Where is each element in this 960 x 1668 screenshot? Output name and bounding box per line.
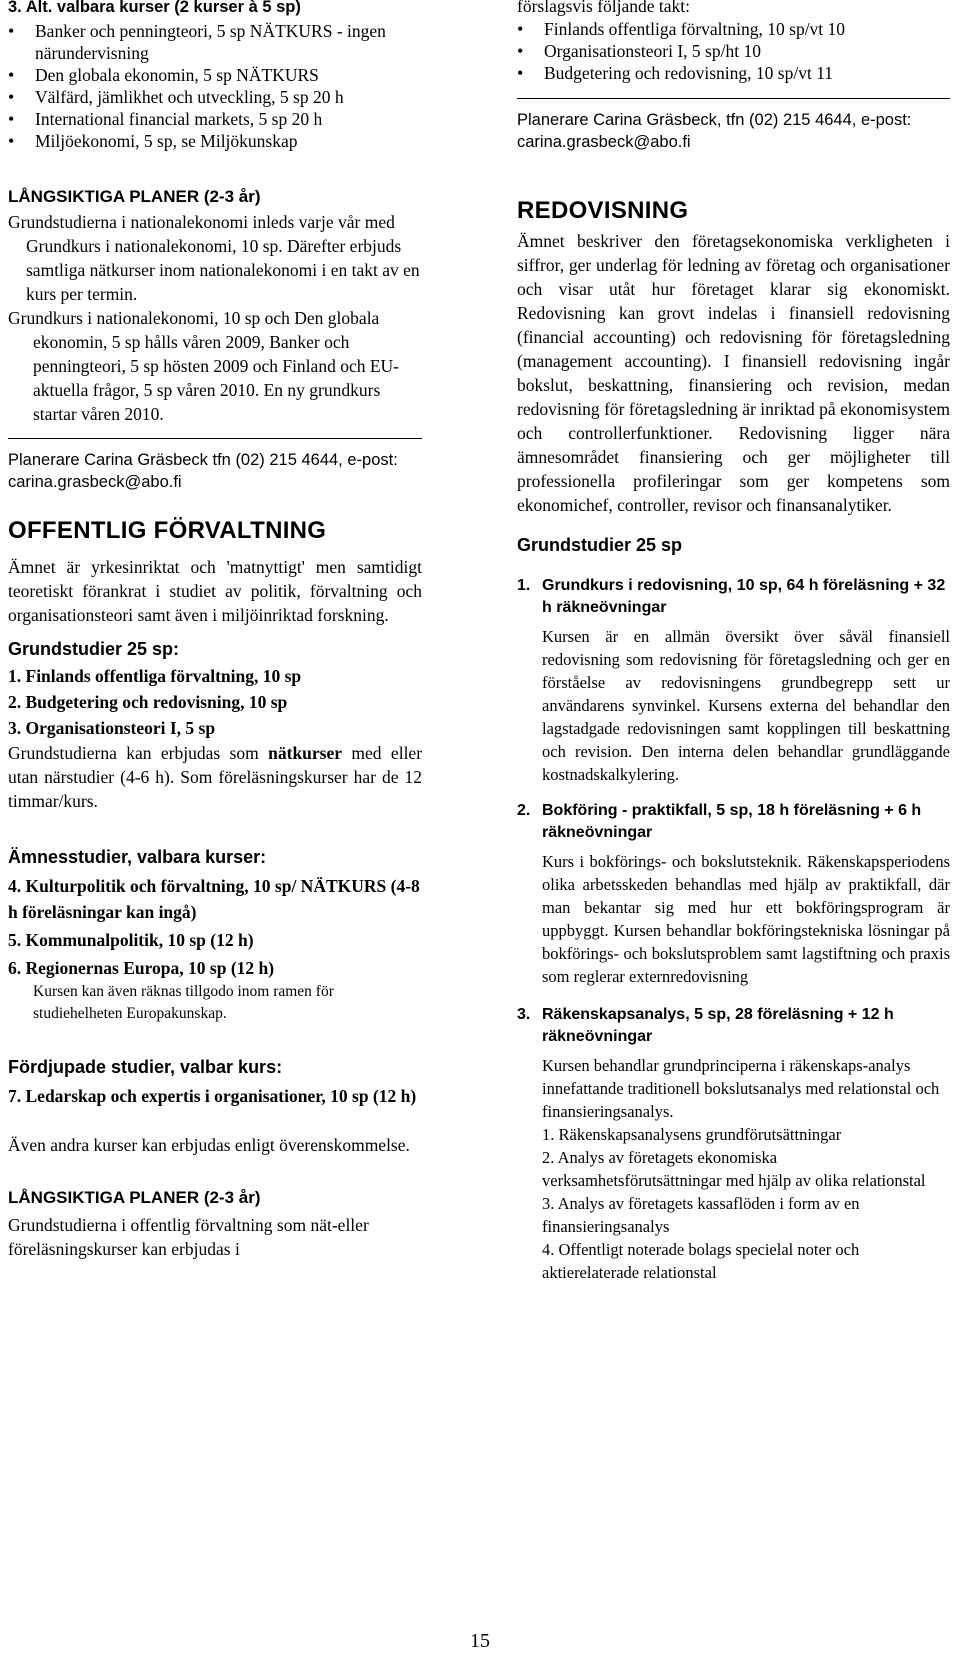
of-course-1: 1. Finlands offentliga förvaltning, 10 sp — [8, 666, 302, 686]
of-course-7: 7. Ledarskap och expertis i organisationer, 10 sp (12 h) — [8, 1086, 417, 1106]
divider — [8, 438, 422, 439]
list-item: • Miljöekonomi, 5 sp, se Miljökunskap — [8, 130, 422, 152]
contact-info: Planerare Carina Gräsbeck tfn (02) 215 4644, e-post: carina.grasbeck@abo.fi — [8, 451, 398, 491]
elective-heading: 3. Alt. valbara kurser (2 kurser à 5 sp) — [8, 0, 301, 16]
list-item: • Finlands offentliga förvaltning, 10 sp/vt 10 — [517, 18, 950, 40]
list-item: • Organisationsteori I, 5 sp/ht 10 — [517, 40, 950, 62]
course-3-heading — [517, 1004, 950, 1048]
section-heading-redovisning: REDOVISNING — [517, 197, 689, 224]
of-other: Även andra kurser kan erbjudas enligt överenskommelse. — [8, 1135, 410, 1155]
red-grund-heading: Grundstudier 25 sp — [517, 535, 683, 555]
longterm-text: Grundstudierna i nationalekonomi inleds varje vår med Grundkurs i nationalekonomi, 10 sp. Därefter erbjuds samtliga nätkurser inom nationalekonomi i en takt av en kurs per termin. — [8, 212, 420, 304]
of-course-5: 5. Kommunalpolitik, 10 sp (12 h) — [8, 930, 254, 950]
of-intro: Ämnet är yrkesinriktat och 'matnyttigt' men samtidigt teoretiskt förankrat i studiet av politik, förvaltning och organisationsteori samt även i miljöinriktad forskning. — [8, 557, 422, 625]
course-1-heading — [517, 575, 950, 619]
of-course-6: 6. Regionernas Europa, 10 sp (12 h) — [8, 958, 275, 978]
longterm-heading-2: LÅNGSIKTIGA PLANER (2-3 år) — [8, 1188, 261, 1207]
of-course-6-note: Kursen kan även räknas tillgodo inom ramen för studiehelheten Europakunskap. — [33, 983, 334, 1022]
of-course-4: 4. Kulturpolitik och förvaltning, 10 sp/ NÄTKURS (4-8 h föreläsningar kan ingå) — [8, 876, 420, 922]
course-1-title: Grundkurs i redovisning, 10 sp, 64 h föreläsning + 32 h räkneövningar — [542, 577, 946, 616]
course-3-list-item: 4. Offentligt noterade bolags specielal noter och aktierelaterade relationstal — [542, 1240, 860, 1282]
course-2-title: Bokföring - praktikfall, 5 sp, 18 h föreläsning + 6 h räkneövningar — [542, 802, 922, 841]
list-item: • Välfärd, jämlikhet och utveckling, 5 sp 20 h — [8, 86, 422, 108]
of-grund-note-b: nätkurser — [268, 743, 343, 763]
list-item: • Den globala ekonomin, 5 sp NÄTKURS — [8, 64, 422, 86]
course-3-list-item: 3. Analys av företagets kassaflöden i form av en finansieringsanalys — [542, 1194, 860, 1236]
course-3-number: 3. — [517, 1006, 531, 1023]
left-column — [8, 0, 422, 1261]
list-item: • Budgetering och redovisning, 10 sp/vt 11 — [517, 62, 950, 84]
longterm-text-2: Grundkurs i nationalekonomi, 10 sp och Den globala ekonomin, 5 sp hålls våren 2009, Banker och penningteori, 5 sp hösten 2009 och Finland och EU-aktuella frågor, 5 sp våren 2010. En ny grundkurs startar våren 2010. — [8, 308, 399, 424]
red-intro: Ämnet beskriver den företagsekonomiska verkligheten i siffror, ger underlag för ledning av företag och organisationer och visar utåt hur företaget klarar sig ekonomiskt. Redovisning kan grovt indelas i finansiell redovisning (financial accounting) och redovisning för företagsledning (management accounting). I finansiell redovisning ingår bokslut, beskattning, finansiering och revision, medan redovisning för företagsledning är inriktad på ekonomisystem och controllerfunktioner. Redovisning ligger nära ämnesområdet finansiering och ger möjligheter till professionella profileringar som ger kompetens som ekonomichef, controller, revisor och finansanalytiker. — [517, 231, 950, 515]
section-heading-offentlig-forvaltning: OFFENTLIG FÖRVALTNING — [8, 517, 327, 544]
contact-info: Planerare Carina Gräsbeck, tfn (02) 215 4644, e-post: carina.grasbeck@abo.fi — [517, 111, 912, 151]
longterm-text-3: Grundstudierna i offentlig förvaltning som nät-eller föreläsningskurser kan erbjudas i — [8, 1215, 369, 1259]
of-grund-heading: Grundstudier 25 sp: — [8, 639, 180, 659]
right-column — [517, 0, 950, 1284]
course-2-heading — [517, 800, 950, 844]
course-3-title: Räkenskapsanalys, 5 sp, 28 föreläsning + 12 h räkneövningar — [542, 1006, 894, 1045]
of-grund-note — [8, 741, 422, 813]
list-item: • Banker och penningteori, 5 sp NÄTKURS - ingen närundervisning — [8, 20, 422, 64]
list-item: • International financial markets, 5 sp 20 h — [8, 108, 422, 130]
course-1-number: 1. — [517, 577, 531, 594]
of-fd-heading: Fördjupade studier, valbar kurs: — [8, 1057, 283, 1077]
longterm-heading: LÅNGSIKTIGA PLANER (2-3 år) — [8, 187, 261, 206]
of-course-2: 2. Budgetering och redovisning, 10 sp — [8, 692, 288, 712]
continued-text: förslagsvis följande takt: — [517, 0, 691, 16]
of-amne-heading: Ämnesstudier, valbara kurser: — [8, 847, 267, 867]
course-2-number: 2. — [517, 802, 531, 819]
page-number: 15 — [470, 1630, 490, 1652]
course-1-text: Kursen är en allmän översikt över såväl finansiell redovisning som redovisning för företagsledning och ger en förståelse av redovisningens grundbegrepp sett ur användarens synvinkel. Kursens externa del behandlar den lagstadgade redovisningen samt kopplingen till beskattning och revision. Den interna delen behandlar grundläggande kostnadskalkylering. — [542, 627, 950, 784]
of-course-3: 3. Organisationsteori I, 5 sp — [8, 718, 216, 738]
course-3-text: Kursen behandlar grundprinciperna i räkenskaps-analys innefattande traditionell bokslutsanalys med relationstal och finansieringsanalys. — [542, 1056, 940, 1121]
of-grund-note-c: med eller utan närstudier (4-6 h). Som föreläsningskurser har de 12 timmar/kurs. — [8, 743, 423, 811]
elective-list — [8, 20, 422, 152]
course-3-list-item: 2. Analys av företagets ekonomiska verksamhetsförutsättningar med hjälp av olika relationstal — [542, 1148, 926, 1190]
of-grund-note-a: Grundstudierna kan erbjudas som — [8, 743, 259, 763]
divider — [517, 98, 950, 99]
course-3-list-item: 1. Räkenskapsanalysens grundförutsättningar — [542, 1125, 842, 1144]
course-2-text: Kurs i bokförings- och bokslutsteknik. Räkenskapsperiodens olika arbetsskeden behandlas med hjälp av praktikfall, där man bekantar sig med hur ett bokföringsprogram är uppbyggt. Kursen behandlar bokföringstekniska lösningar på bokförings- och bokslutsproblem samt lagstiftning och praxis som reglerar externredovisning — [542, 852, 950, 986]
schedule-list — [517, 18, 950, 84]
